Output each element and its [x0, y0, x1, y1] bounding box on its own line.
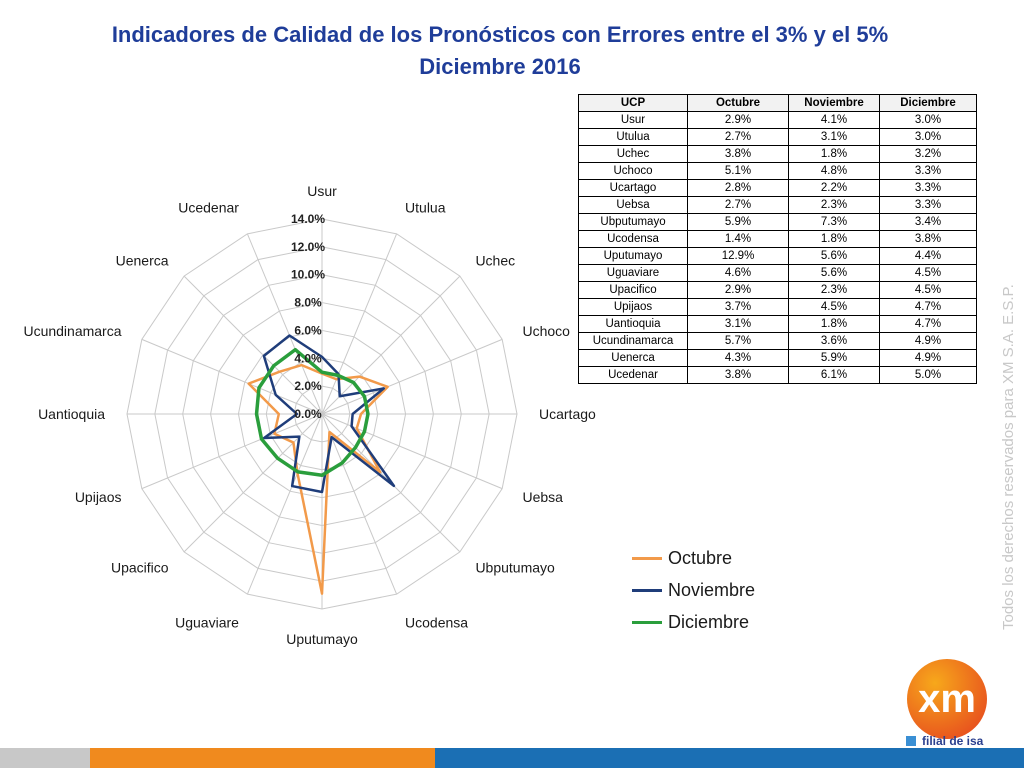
logo-square-icon	[906, 736, 916, 746]
table-cell: 3.8%	[688, 367, 789, 384]
tick-label: 6.0%	[294, 323, 322, 338]
table-row	[579, 350, 977, 367]
table-cell: 3.3%	[880, 197, 977, 214]
legend-swatch	[632, 589, 662, 592]
table-cell: 4.7%	[880, 316, 977, 333]
table-header-diciembre: Diciembre	[880, 95, 977, 112]
table-row	[579, 248, 977, 265]
table-header-noviembre: Noviembre	[789, 95, 880, 112]
table-row	[579, 367, 977, 384]
table-cell: Uebsa	[579, 197, 688, 214]
table-cell: Upijaos	[579, 299, 688, 316]
table-row	[579, 214, 977, 231]
table-cell: Ucartago	[579, 180, 688, 197]
table-cell: Uputumayo	[579, 248, 688, 265]
table-cell: 2.8%	[688, 180, 789, 197]
table-cell: 5.0%	[880, 367, 977, 384]
chart-legend	[632, 542, 755, 638]
grid-spoke	[247, 414, 322, 594]
table-cell: Utulua	[579, 129, 688, 146]
tick-label: 2.0%	[294, 379, 322, 394]
table-cell: 2.2%	[789, 180, 880, 197]
legend-swatch	[632, 557, 662, 560]
tick-label: 0.0%	[294, 407, 322, 421]
table-cell: 7.3%	[789, 214, 880, 231]
table-cell: 4.7%	[880, 299, 977, 316]
table-header-octubre: Octubre	[688, 95, 789, 112]
table-cell: 2.9%	[688, 282, 789, 299]
table-cell: 4.5%	[789, 299, 880, 316]
table-row	[579, 180, 977, 197]
axis-label: Ucartago	[539, 406, 596, 422]
table-cell: 3.3%	[880, 180, 977, 197]
table-cell: 1.8%	[789, 231, 880, 248]
table-cell: 2.3%	[789, 282, 880, 299]
tick-label: 12.0%	[290, 239, 326, 254]
table-row	[579, 299, 977, 316]
table-cell: Uchec	[579, 146, 688, 163]
table-cell: 1.8%	[789, 146, 880, 163]
table-cell: 4.1%	[789, 112, 880, 129]
table-cell: 4.6%	[688, 265, 789, 282]
table-cell: 3.8%	[880, 231, 977, 248]
axis-label: Uebsa	[522, 489, 563, 506]
legend-item-octubre	[632, 542, 755, 574]
table-row	[579, 112, 977, 129]
axis-label: Ucodensa	[405, 614, 469, 631]
axis-label: Utulua	[405, 199, 446, 216]
table-cell: 4.9%	[880, 333, 977, 350]
table-cell: 3.0%	[880, 129, 977, 146]
table-cell: 2.3%	[789, 197, 880, 214]
table-cell: Ucodensa	[579, 231, 688, 248]
table-cell: Ucedenar	[579, 367, 688, 384]
table-cell: 3.8%	[688, 146, 789, 163]
table-cell: 5.9%	[789, 350, 880, 367]
tick-label: 10.0%	[290, 267, 326, 282]
legend-label: Noviembre	[668, 579, 756, 600]
table-cell: 3.2%	[880, 146, 977, 163]
axis-label: Uchoco	[522, 322, 570, 339]
table-cell: Ubputumayo	[579, 214, 688, 231]
logo-subtitle: filial de isa	[922, 734, 984, 748]
table-row	[579, 316, 977, 333]
tick-label: 4.0%	[294, 351, 322, 366]
grid-spoke	[322, 276, 460, 414]
table-cell: 2.9%	[688, 112, 789, 129]
table-cell: Upacifico	[579, 282, 688, 299]
axis-label: Uenerca	[115, 252, 169, 269]
axis-label: Ucundinamarca	[23, 322, 122, 339]
table-cell: 4.9%	[880, 350, 977, 367]
table-row	[579, 265, 977, 282]
table-cell: Uantioquia	[579, 316, 688, 333]
table-row	[579, 197, 977, 214]
table-cell: 3.1%	[789, 129, 880, 146]
axis-label: Uputumayo	[286, 631, 358, 647]
table-cell: Usur	[579, 112, 688, 129]
bottom-bar-orange	[90, 748, 435, 768]
table-cell: 3.1%	[688, 316, 789, 333]
ucp-table	[578, 94, 977, 384]
table-cell: 2.7%	[688, 197, 789, 214]
table-cell: 1.4%	[688, 231, 789, 248]
table-cell: 2.7%	[688, 129, 789, 146]
table-cell: 4.5%	[880, 265, 977, 282]
table-cell: 3.7%	[688, 299, 789, 316]
table-cell: 4.3%	[688, 350, 789, 367]
table-cell: 3.0%	[880, 112, 977, 129]
table-row	[579, 231, 977, 248]
table-cell: 5.6%	[789, 265, 880, 282]
table-cell: 4.5%	[880, 282, 977, 299]
table-cell: 3.6%	[789, 333, 880, 350]
table-row	[579, 282, 977, 299]
table-header-row	[579, 95, 977, 112]
logo-text: xm	[918, 677, 976, 721]
bottom-bar-blue	[435, 748, 1024, 768]
table-cell: 3.4%	[880, 214, 977, 231]
table-cell: 5.7%	[688, 333, 789, 350]
axis-label: Upacifico	[110, 559, 169, 576]
table-cell: 4.4%	[880, 248, 977, 265]
legend-swatch	[632, 621, 662, 624]
table-cell: Ucundinamarca	[579, 333, 688, 350]
axis-label: Usur	[307, 183, 337, 199]
legend-item-diciembre	[632, 606, 755, 638]
table-row	[579, 146, 977, 163]
table-row	[579, 333, 977, 350]
axis-label: Uguaviare	[175, 614, 239, 631]
chart-title: Indicadores de Calidad de los Pronósticos con Errores entre el 3% y el 5%	[111, 22, 889, 47]
legend-label: Octubre	[668, 547, 733, 568]
table-row	[579, 163, 977, 180]
table-row	[579, 129, 977, 146]
legend-label: Diciembre	[668, 611, 750, 632]
axis-label: Uchec	[475, 252, 516, 269]
chart-subtitle: Diciembre 2016	[419, 54, 581, 79]
tick-label: 14.0%	[290, 212, 326, 226]
table-cell: Uchoco	[579, 163, 688, 180]
table-body	[579, 112, 977, 384]
table-cell: 6.1%	[789, 367, 880, 384]
table-cell: 4.8%	[789, 163, 880, 180]
table-cell: 1.8%	[789, 316, 880, 333]
table-cell: 12.9%	[688, 248, 789, 265]
table-cell: 5.6%	[789, 248, 880, 265]
bottom-bar-gray	[0, 748, 90, 768]
axis-label: Upijaos	[74, 489, 122, 506]
axis-label: Ubputumayo	[475, 559, 555, 576]
tick-label: 8.0%	[294, 295, 322, 310]
table-cell: 5.9%	[688, 214, 789, 231]
table-header-ucp: UCP	[579, 95, 688, 112]
axis-label: Ucedenar	[178, 199, 239, 216]
table-cell: 5.1%	[688, 163, 789, 180]
legend-item-noviembre	[632, 574, 755, 606]
watermark-text: Todos los derechos reservados para XM S.A. E.S.P.	[1000, 284, 1017, 630]
table-cell: Uguaviare	[579, 265, 688, 282]
bottom-bar	[0, 748, 1024, 768]
table-cell: Uenerca	[579, 350, 688, 367]
table-cell: 3.3%	[880, 163, 977, 180]
axis-label: Uantioquia	[38, 406, 105, 422]
grid-spoke	[184, 414, 322, 552]
